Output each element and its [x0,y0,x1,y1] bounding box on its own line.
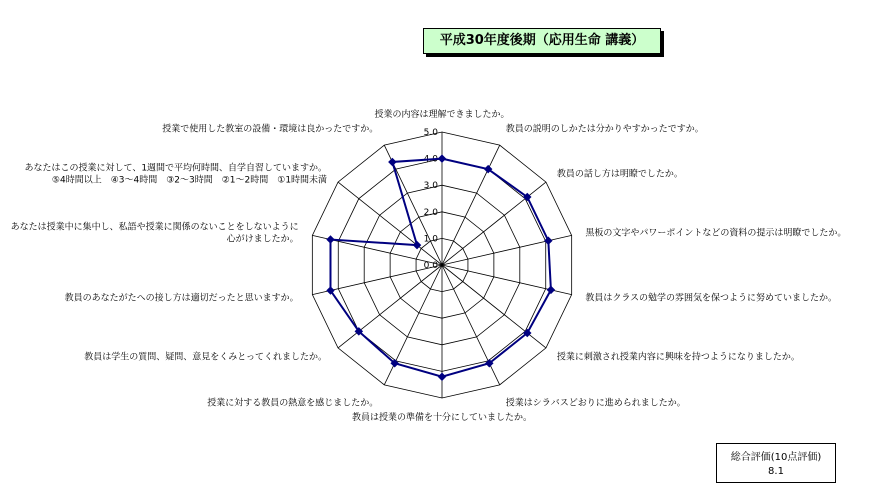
category-label: 教員のあなたがたへの接し方は適切だったと思いますか。 [64,293,299,304]
category-label: 授業で使用した教室の設備・環境は良かったですか。 [162,124,379,135]
data-point [438,372,446,380]
category-label: 授業はシラバスどおりに進められましたか。 [505,398,686,409]
category-label: 授業に刺激され授業内容に興味を持つようになりましたか。 [556,352,800,363]
grid-spoke [442,235,572,265]
tick-label: 1.0 [423,234,438,245]
data-point [438,154,446,162]
radial-axis-ticks [424,128,439,271]
tick-label: 2.0 [423,207,438,218]
tick-label: 3.0 [423,181,438,192]
category-label: あなたはこの授業に対して、1週間で平均何時間、自学自習していますか。 [24,163,328,174]
chart-title: 平成30年度後期（応用生命 講義） [423,28,661,54]
category-label: 教員の説明のしかたは分かりやすかったですか。 [505,124,704,135]
category-label: 授業の内容は理解できましたか。 [374,110,510,120]
category-label: 教員は授業の準備を十分にしていましたか。 [351,413,533,423]
category-label: 教員の話し方は明瞭でしたか。 [556,169,683,180]
category-label: ⑤4時間以上 ④3～4時間 ③2～3時間 ②1～2時間 ①1時間未満 [51,175,328,186]
category-label: 教員はクラスの勉学の雰囲気を保つように努めていましたか。 [585,293,838,304]
category-label: 黒板の文字やパワーポイントなどの資料の提示は明瞭でしたか。 [585,228,847,239]
category-label: 心がけましたか。 [226,234,299,245]
data-point [388,158,396,166]
data-point [326,235,334,243]
tick-label: 4.0 [423,154,438,165]
category-label: 授業に対する教員の熱意を感じましたか。 [207,398,379,409]
data-point [547,286,555,294]
overall-score-value: 8.1 [768,466,784,477]
radar-grid [312,132,571,398]
overall-score-box [716,443,836,483]
data-point [413,241,421,249]
tick-label: 0.0 [423,261,438,271]
category-label: あなたは授業中に集中し、私語や授業に関係のないことをしないように [10,222,299,233]
overall-score-label: 総合評価(10点評価) [730,452,822,463]
category-label: 教員は学生の質問、疑問、意見をくみとってくれましたか。 [84,352,328,363]
tick-label: 5.0 [423,128,438,138]
